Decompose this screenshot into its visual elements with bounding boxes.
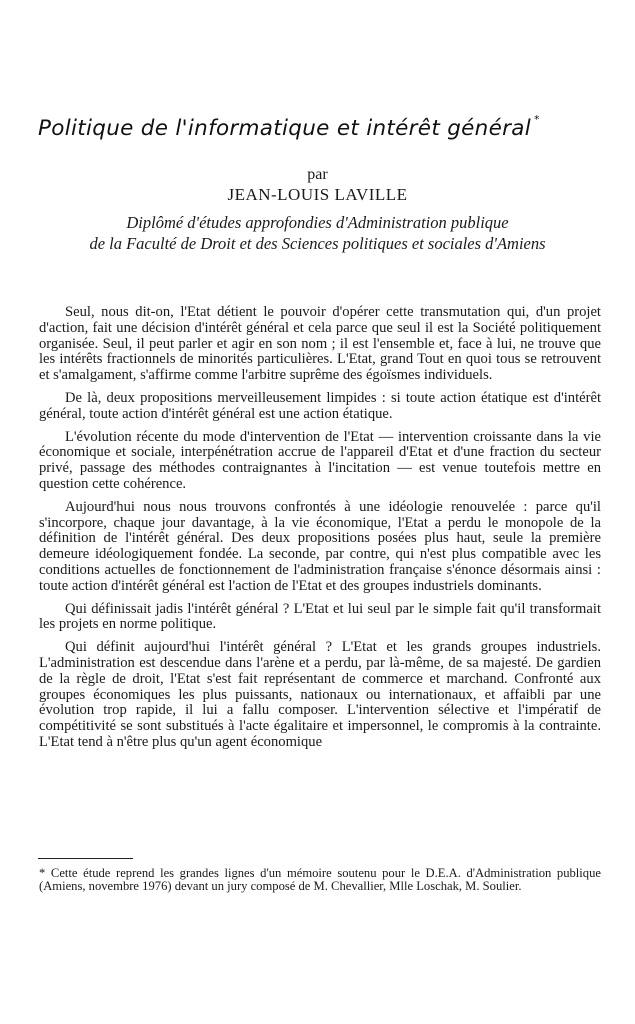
affiliation-line-2: de la Faculté de Droit et des Sciences politiques et sociales d'Amiens [89,234,546,253]
article-body [39,305,601,758]
body-paragraph: Aujourd'hui nous nous trouvons confrontés à une idéologie renouvelée : parce qu'il s'incorpore, chaque jour davantage, à la vie économique, l'Etat a perdu le monopole de la définition de l'intérêt général. Des deux propositions posées plus haut, seule la première demeure idéologiquement fondée. La seconde, par contre, qui n'est plus compatible avec les conditions actuelles de fonctionnement de l'administration française s'énonce désormais ainsi : toute action d'intérêt général est l'action de l'Etat et des groupes industriels dominants. [39,498,601,594]
footnote-divider [38,858,133,859]
affiliation-line-1: Diplômé d'études approfondies d'Administration publique [126,213,509,232]
byline: par [307,166,328,183]
author-name: JEAN-LOUIS LAVILLE [227,185,408,204]
footnote: * Cette étude reprend les grandes lignes d'un mémoire soutenu pour le D.E.A. d'Administration publique (Amiens, novembre 1976) devant un jury composé de M. Chevallier, Mlle Loschak, M. Soulier. [39,866,601,894]
body-paragraph: De là, deux propositions merveilleusement limpides : si toute action étatique est d'intérêt général, toute action d'intérêt général est une action étatique. [39,389,601,422]
body-paragraph: L'évolution récente du mode d'intervention de l'Etat — intervention croissante dans la vie économique et sociale, interpénétration accrue de l'appareil d'Etat et d'une fraction du secteur privé, passage des méthodes contraignantes à l'incitation — est venue toutefois mettre en question cette cohérence. [39,428,601,492]
body-paragraph: Qui définit aujourd'hui l'intérêt général ? L'Etat et les grands groupes industriels. L'administration est descendue dans l'arène et a perdu, par là-même, de sa majesté. De gardien de la règle de droit, l'Etat s'est fait représentant de commerce et marchand. Confronté aux groupes économiques les plus puissants, nationaux ou internationaux, et affaibli par une évolution trop rapide, il lui a fallu composer. L'intervention sélective et l'impératif de compétitivité se sont substitués à l'acte égalitaire et impersonnel, le compromis à la contrainte. L'Etat tend à n'être plus qu'un agent économique [39,639,601,750]
article-title [38,113,618,141]
body-paragraph: Seul, nous dit-on, l'Etat détient le pouvoir d'opérer cette transmutation qui, d'un projet d'action, fait une décision d'intérêt général et cela parce que seul il est la Société politiquement organisée. Seul, il peut parler et agir en son nom ; il est l'ensemble et, face à lui, ne trouve que les intérêts fractionnels de minorités particulières. L'Etat, grand Tout en quoi tous se retrouvent et s'amalgament, s'affirme comme l'arbitre suprême des égoïsmes individuels. [39,304,601,384]
article-title-text: Politique de l'informatique et intérêt général [38,116,532,141]
body-paragraph: Qui définissait jadis l'intérêt général ? L'Etat et lui seul par le simple fait qu'il transformait les projets en norme politique. [39,600,601,633]
title-footnote-marker: * [534,113,540,126]
